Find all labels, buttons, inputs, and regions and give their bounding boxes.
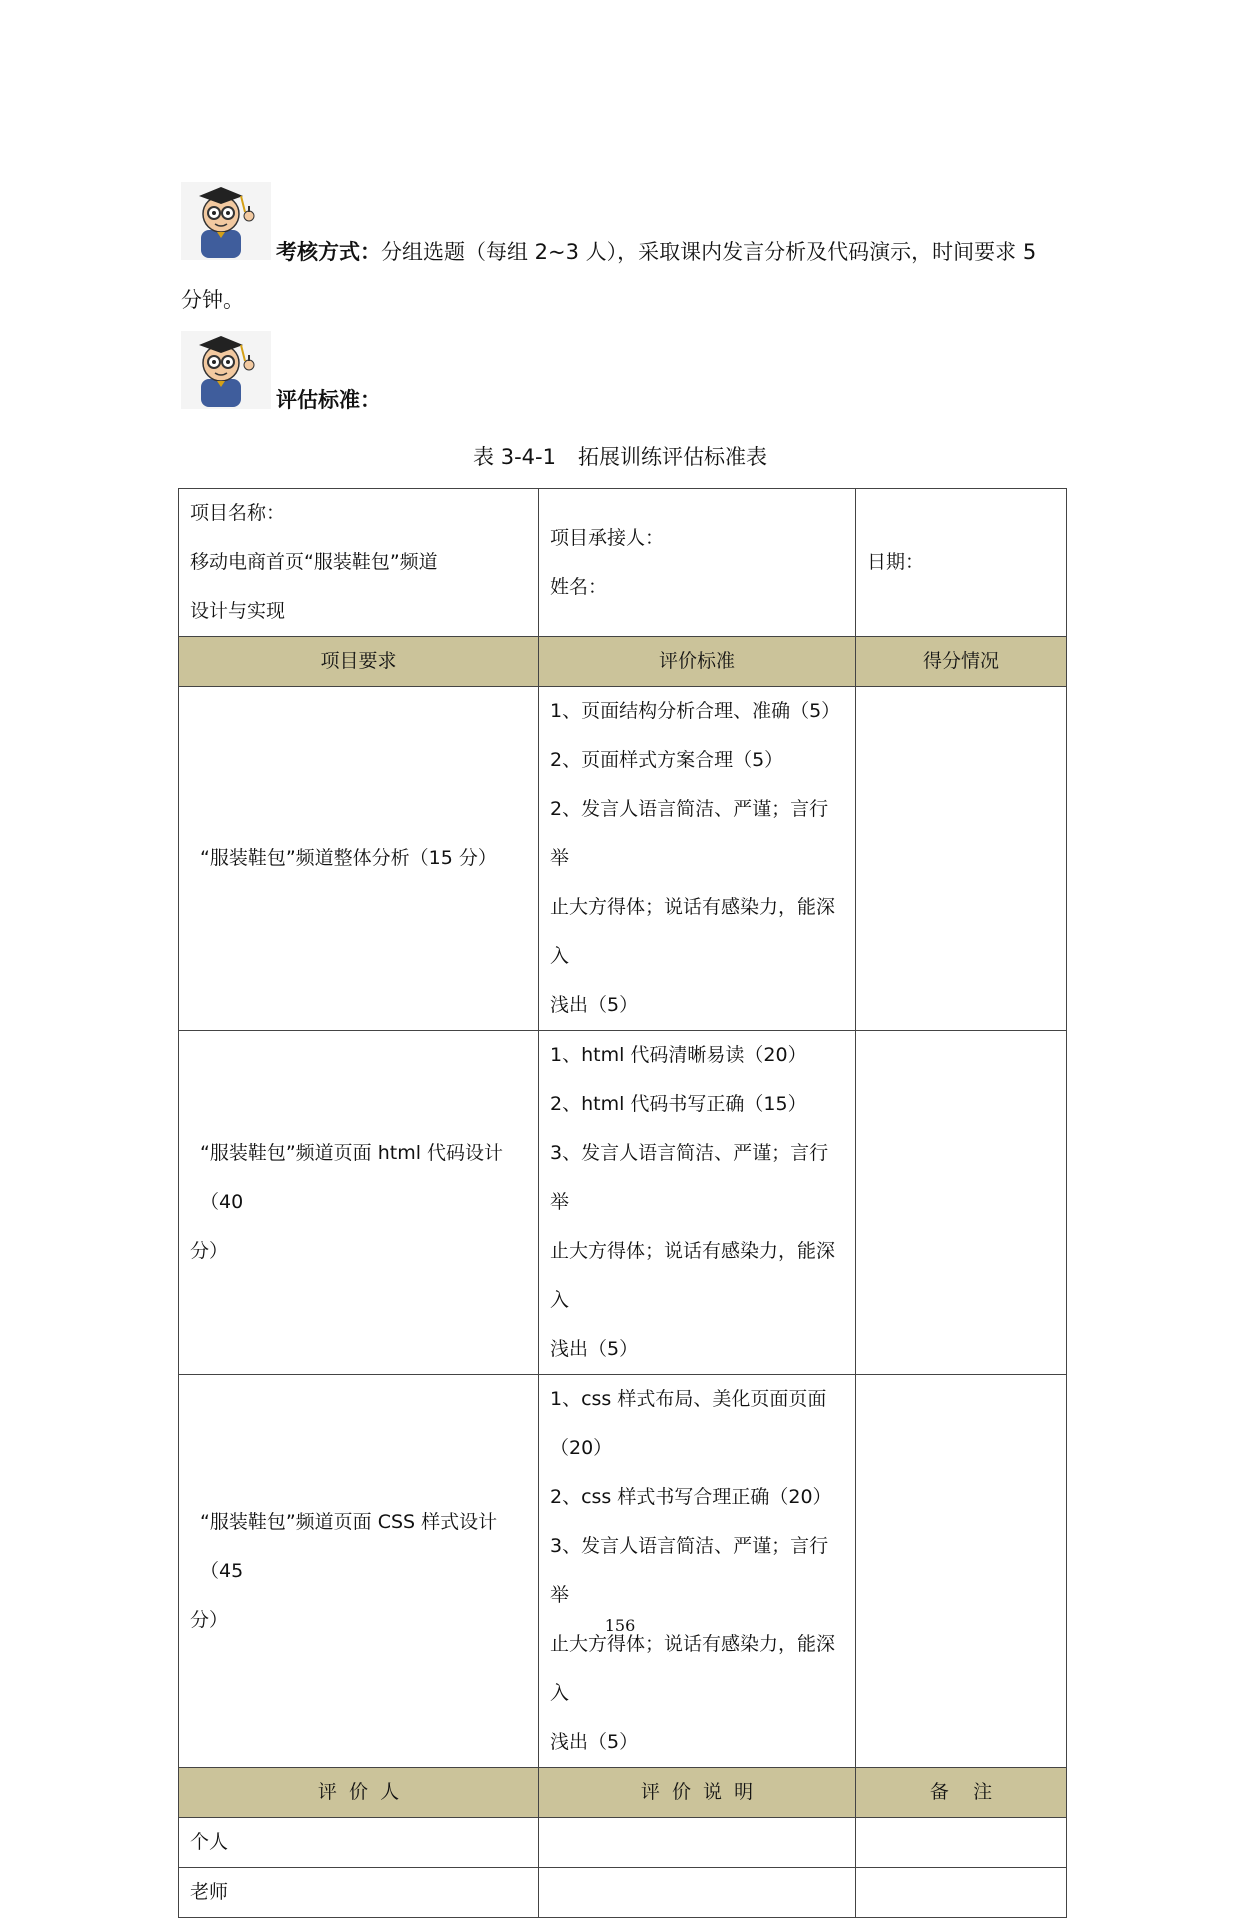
standard-item: 2、css 样式书写合理正确（20） bbox=[550, 1486, 832, 1508]
remark-cell bbox=[856, 1818, 1067, 1868]
project-name-line: 设计与实现 bbox=[190, 600, 286, 622]
requirement-cell bbox=[179, 1031, 539, 1375]
score-cell bbox=[856, 1031, 1067, 1375]
header-remark: 备 注 bbox=[856, 1768, 1067, 1818]
standard-item: 浅出（5） bbox=[550, 1338, 639, 1360]
standard-cell bbox=[539, 1031, 856, 1375]
evaluation-description-cell bbox=[539, 1818, 856, 1868]
criteria-row bbox=[179, 1375, 1067, 1768]
info-row bbox=[179, 489, 1067, 637]
header-description: 评 价 说 明 bbox=[539, 1768, 856, 1818]
evaluator-row bbox=[179, 1818, 1067, 1868]
assessment-text: 分组选题（每组 2~3 人），采取课内发言分析及代码演示，时间要求 5 bbox=[381, 240, 1037, 264]
standard-item: 1、html 代码清晰易读（20） bbox=[550, 1044, 807, 1066]
standard-item: 止大方得体；说话有感染力，能深入 bbox=[550, 896, 836, 967]
requirement-text: “服装鞋包”频道整体分析（15 分） bbox=[200, 847, 497, 869]
standard-cell bbox=[539, 687, 856, 1031]
evaluator-name: 老师 bbox=[179, 1868, 539, 1918]
assessment-line-continued: 分钟。 bbox=[181, 288, 244, 312]
scholar-avatar-icon bbox=[181, 182, 271, 260]
standard-item: 1、页面结构分析合理、准确（5） bbox=[550, 700, 841, 722]
project-name-label: 项目名称： bbox=[190, 502, 286, 524]
standard-item: 2、html 代码书写正确（15） bbox=[550, 1093, 807, 1115]
requirement-text: “服装鞋包”频道页面 html 代码设计（40 bbox=[200, 1142, 504, 1213]
table-caption-number: 表 3-4-1 bbox=[473, 445, 556, 469]
standard-item: 2、页面样式方案合理（5） bbox=[550, 749, 784, 771]
evaluation-table bbox=[178, 488, 1067, 1918]
undertaker-label: 项目承接人： bbox=[550, 526, 665, 549]
requirement-cell bbox=[179, 687, 539, 1031]
header-evaluator: 评 价 人 bbox=[179, 1768, 539, 1818]
requirement-text: 分） bbox=[190, 1240, 229, 1262]
assessment-line bbox=[276, 239, 1076, 265]
scholar-avatar-icon bbox=[181, 331, 271, 409]
score-cell bbox=[856, 1375, 1067, 1768]
standard-cell bbox=[539, 1375, 856, 1768]
remark-cell bbox=[856, 1868, 1067, 1918]
date-cell: 日期： bbox=[856, 489, 1067, 637]
standard-item: 浅出（5） bbox=[550, 1731, 639, 1753]
header-score: 得分情况 bbox=[856, 637, 1067, 687]
evaluator-row bbox=[179, 1868, 1067, 1918]
footer-header-row bbox=[179, 1768, 1067, 1818]
table-caption-title: 拓展训练评估标准表 bbox=[577, 445, 767, 469]
score-cell bbox=[856, 687, 1067, 1031]
name-label: 姓名： bbox=[550, 575, 608, 598]
table-caption bbox=[0, 441, 1240, 471]
evaluation-description-cell bbox=[539, 1868, 856, 1918]
standard-item: 2、发言人语言简洁、严谨；言行举 bbox=[550, 798, 829, 869]
undertaker-cell bbox=[539, 489, 856, 637]
standard-item: 浅出（5） bbox=[550, 994, 639, 1016]
requirement-text: “服装鞋包”频道页面 CSS 样式设计（45 bbox=[200, 1510, 498, 1582]
standard-item: 止大方得体；说话有感染力，能深入 bbox=[550, 1633, 836, 1704]
standard-item: 止大方得体；说话有感染力，能深入 bbox=[550, 1240, 836, 1311]
assessment-label: 考核方式： bbox=[276, 240, 381, 264]
standard-item: 3、发言人语言简洁、严谨；言行举 bbox=[550, 1535, 829, 1606]
evaluator-name: 个人 bbox=[179, 1818, 539, 1868]
criteria-row bbox=[179, 1031, 1067, 1375]
project-name-cell bbox=[179, 489, 539, 637]
table-header-row bbox=[179, 637, 1067, 687]
requirement-text: 分） bbox=[190, 1608, 229, 1631]
criteria-row bbox=[179, 687, 1067, 1031]
standard-item: 3、发言人语言简洁、严谨；言行举 bbox=[550, 1142, 829, 1213]
header-standard: 评价标准 bbox=[539, 637, 856, 687]
criteria-heading: 评估标准： bbox=[276, 388, 381, 412]
header-requirement: 项目要求 bbox=[179, 637, 539, 687]
standard-item: 1、css 样式布局、美化页面页面（20） bbox=[550, 1388, 827, 1459]
page-number: 156 bbox=[604, 1616, 636, 1635]
requirement-cell bbox=[179, 1375, 539, 1768]
project-name-line: 移动电商首页“服装鞋包”频道 bbox=[190, 551, 438, 573]
